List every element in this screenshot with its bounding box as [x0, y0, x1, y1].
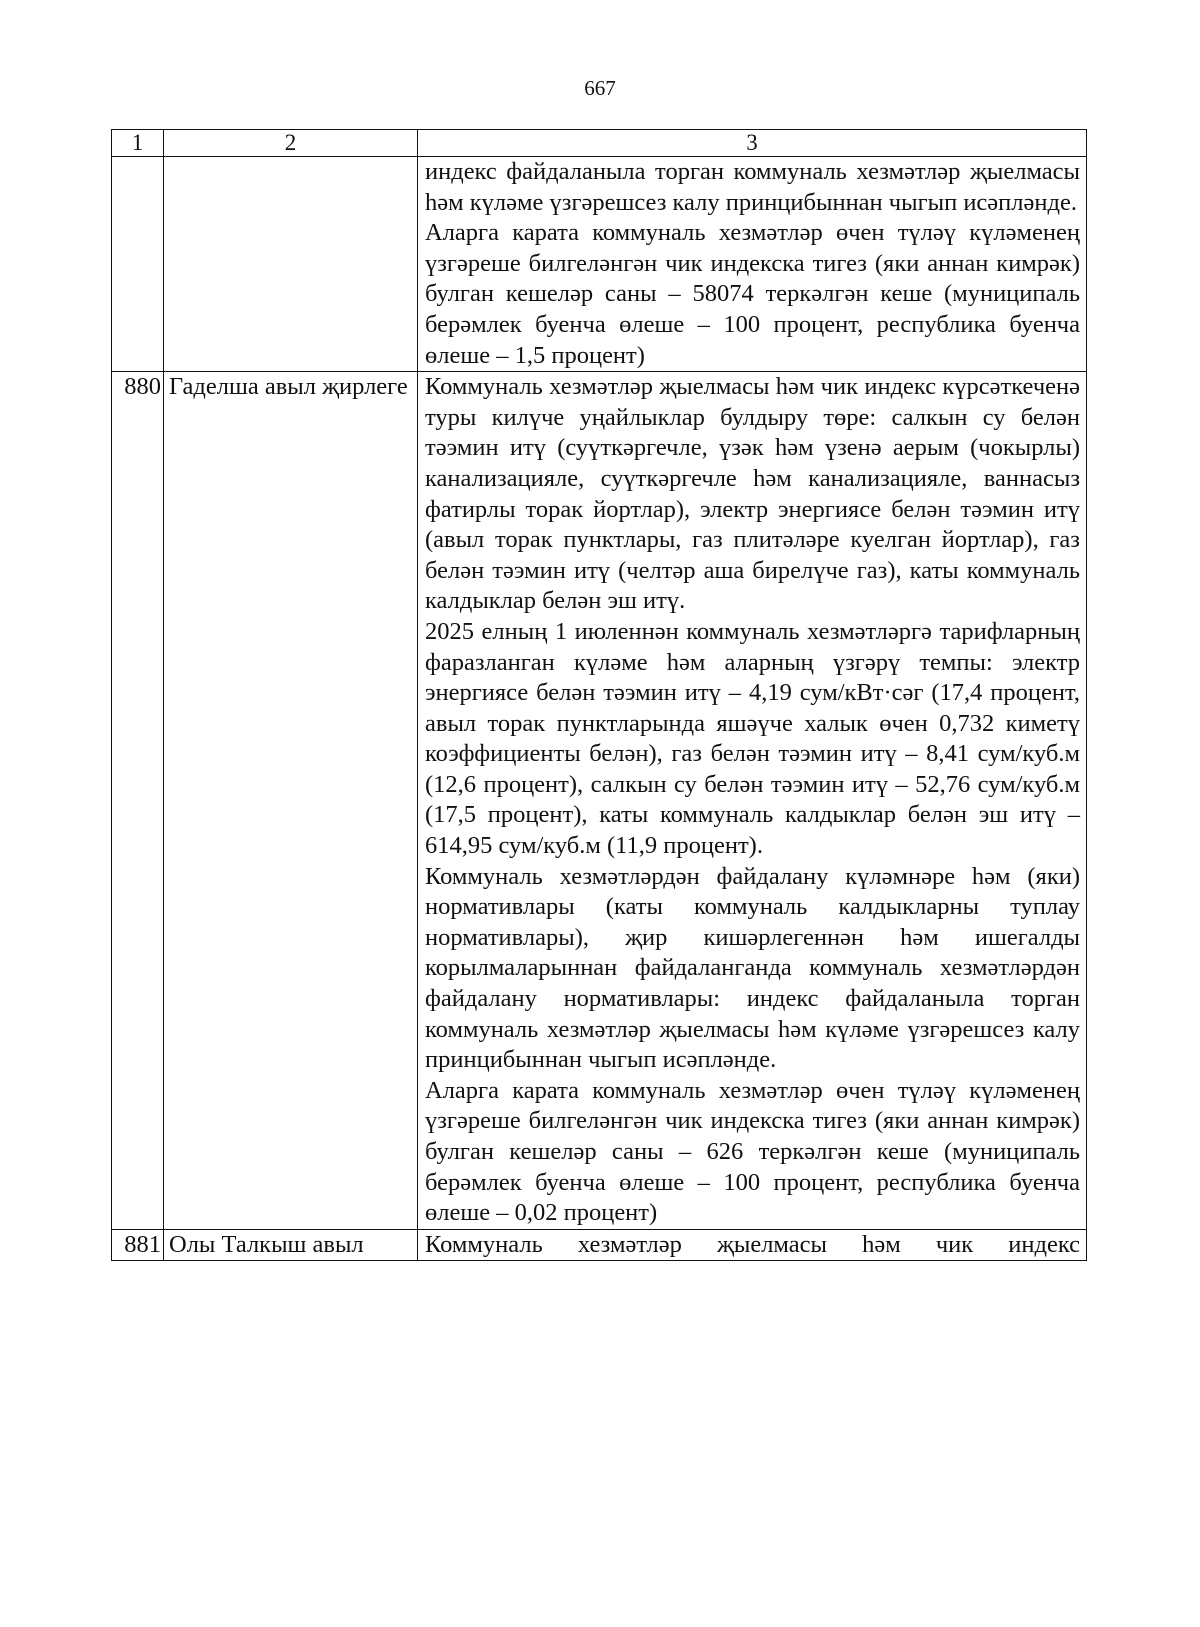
settlement-name [164, 157, 418, 372]
table-row [112, 157, 1087, 372]
row-number [112, 157, 164, 372]
header-col-3: 3 [418, 130, 1087, 157]
description-paragraph: 2025 елның 1 июленнән коммуналь хезмәтләргә тарифларның фаразланган күләме һәм аларның үзгәрү темпы: электр энергиясе белән тәэмин итү – 4,19 сум/кВт·сәг (17,4 процент, авыл торак пунктларында яшәүче халык өчен 0,732 киметү коэффициенты белән), газ белән тәэмин итү – 8,41 сум/куб.м (12,6 процент), салкын су белән тәэмин итү – 52,76 сум/куб.м (17,5 процент), каты коммуналь калдыклар белән эш итү – 614,95 сум/куб.м (11,9 процент). [425, 617, 1080, 860]
settlement-name: Олы Талкыш авыл [164, 1229, 418, 1261]
row-description [418, 157, 1087, 372]
row-description [418, 1229, 1087, 1261]
document-table [111, 129, 1087, 1261]
description-paragraph: Аларга карата коммуналь хезмәтләр өчен түләү күләменең үзгәреше билгеләнгән чик индекска тигез (яки аннан кимрәк) булган кешеләр саны – 58074 теркәлгән кеше (муниципаль берәмлек буенча өлеше – 100 процент, республика буенча өлеше – 1,5 процент) [425, 219, 1080, 369]
row-description [418, 372, 1087, 1230]
page-number: 667 [584, 76, 616, 100]
header-col-2: 2 [164, 130, 418, 157]
description-paragraph: Аларга карата коммуналь хезмәтләр өчен түләү күләменең үзгәреше билгеләнгән чик индекска тигез (яки аннан кимрәк) булган кешеләр саны – 626 теркәлгән кеше (муниципаль берәмлек буенча өлеше – 100 процент, республика буенча өлеше – 0,02 процент) [425, 1076, 1080, 1227]
table-row [112, 372, 1087, 1230]
row-number: 880 [112, 372, 164, 1230]
settlement-name: Гаделша авыл җирлеге [164, 372, 418, 1230]
row-number: 881 [112, 1229, 164, 1261]
description-paragraph: Коммуналь хезмәтләрдән файдалану күләмнәре һәм (яки) нормативлары (каты коммуналь калдыкларны туплау нормативлары), җир кишәрлегеннән һәм ишегалды корылмаларыннан файдаланганда коммуналь хезмәтләрдән файдалану нормативлары: индекс файдаланыла торган коммуналь хезмәтләр җыелмасы һәм күләме үзгәрешсез калу принцибыннан чыгып исәпләнде. [425, 862, 1080, 1074]
header-col-1: 1 [112, 130, 164, 157]
table-row [112, 1229, 1087, 1261]
table-header-row [112, 130, 1087, 157]
description-paragraph: Коммуналь хезмәтләр җыелмасы һәм чик индекс күрсәткеченә туры килүче уңайлыклар булдыру төре: салкын су белән тәэмин итү (суүткәргечле, үзәк һәм үзенә аерым (чокырлы) канализацияле, суүткәргечле һәм канализацияле, ваннасыз фатирлы торак йортлар), электр энергиясе белән тәэмин итү (авыл торак пунктлары, газ плитәләре куелган йортлар), газ белән тәэмин итү (челтәр аша бирелүче газ), каты коммуналь калдыклар белән эш итү. [425, 373, 1080, 615]
description-paragraph: Коммуналь хезмәтләр җыелмасы һәм чик индекс [425, 1230, 1080, 1258]
description-paragraph: индекс файдаланыла торган коммуналь хезмәтләр җыелмасы һәм күләме үзгәрешсез калу принцибыннан чыгып исәпләнде. [425, 158, 1080, 216]
